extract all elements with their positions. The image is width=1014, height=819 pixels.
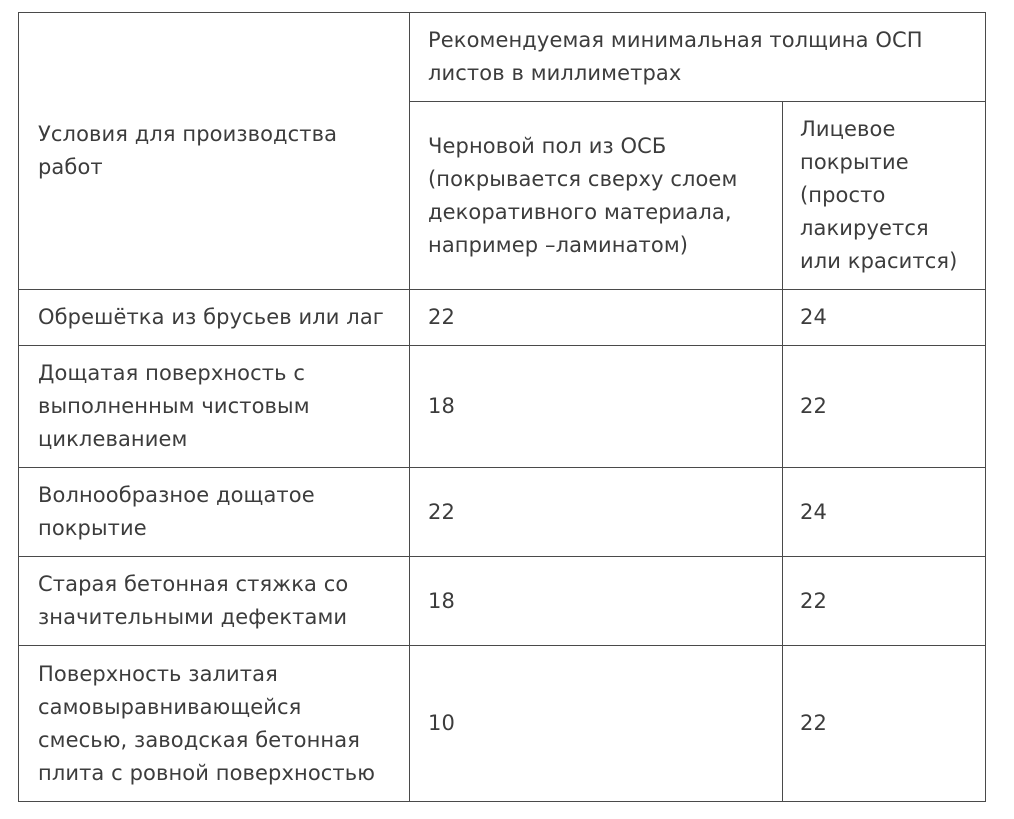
condition-cell: Поверхность залитая самовыравнивающейся смесью, заводская бетонная плита с ровной поверхностью (19, 646, 410, 802)
condition-cell: Дощатая поверхность с выполненным чистовым циклеванием (19, 346, 410, 468)
table-row (19, 290, 986, 346)
condition-cell: Старая бетонная стяжка со значительными дефектами (19, 557, 410, 646)
osb-thickness-table (18, 12, 986, 802)
face-value-cell: 24 (783, 290, 986, 346)
condition-cell: Волнообразное дощатое покрытие (19, 468, 410, 557)
table-row (19, 346, 986, 468)
header-face-coating: Лицевое покрытие (просто лакируется или красится) (783, 102, 986, 290)
table-row (19, 468, 986, 557)
header-row (19, 13, 986, 102)
header-conditions: Условия для производства работ (19, 13, 410, 290)
rough-value-cell: 10 (410, 646, 783, 802)
condition-cell: Обрешётка из брусьев или лаг (19, 290, 410, 346)
header-rough-floor: Черновой пол из ОСБ (покрывается сверху слоем декоративного материала, например –ламинатом) (410, 102, 783, 290)
face-value-cell: 22 (783, 346, 986, 468)
face-value-cell: 24 (783, 468, 986, 557)
header-recommended-thickness: Рекомендуемая минимальная толщина ОСП листов в миллиметрах (410, 13, 986, 102)
table-row (19, 646, 986, 802)
face-value-cell: 22 (783, 646, 986, 802)
rough-value-cell: 22 (410, 468, 783, 557)
rough-value-cell: 18 (410, 346, 783, 468)
rough-value-cell: 22 (410, 290, 783, 346)
face-value-cell: 22 (783, 557, 986, 646)
rough-value-cell: 18 (410, 557, 783, 646)
table-row (19, 557, 986, 646)
